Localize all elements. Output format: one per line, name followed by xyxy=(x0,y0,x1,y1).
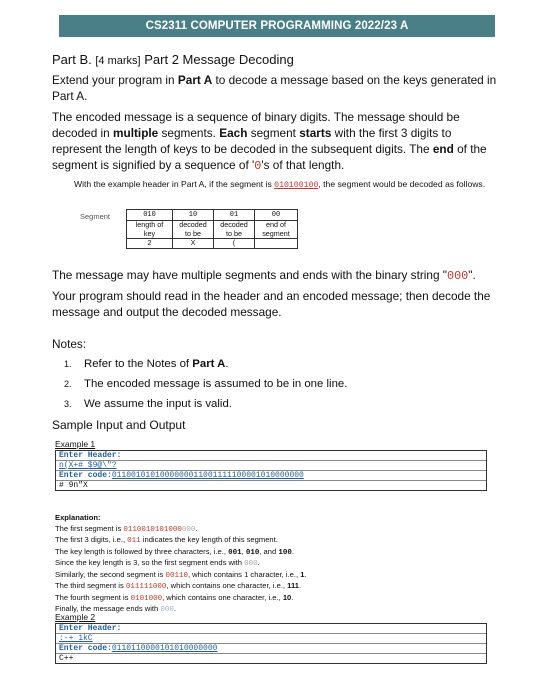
note-bold: Part A xyxy=(192,358,226,370)
course-header-bar xyxy=(59,15,495,37)
code-input-value: 0110010101000000011001111100001010000000 xyxy=(111,471,304,480)
expl-text: . xyxy=(173,604,177,613)
note-item xyxy=(64,378,347,390)
segment-bits-cell: 010 xyxy=(127,210,173,221)
segment-desc-cell xyxy=(127,221,173,239)
expl-code: 000 xyxy=(160,606,174,614)
example-2-console xyxy=(55,623,487,664)
end-note-code: 000 xyxy=(447,269,469,283)
desc-line: decoded xyxy=(220,220,248,229)
part-heading xyxy=(52,52,294,67)
expl-text: . xyxy=(299,581,302,590)
expl-text: Finally, the message ends with xyxy=(55,604,161,613)
expl-text: The first 3 digits, i.e., xyxy=(55,535,128,544)
desc-line: to be xyxy=(185,228,201,238)
expl-value: 1 xyxy=(300,569,305,579)
notes-title: Notes: xyxy=(52,337,87,351)
segment-result-cell: ( xyxy=(214,239,255,249)
example-intro-text: With the example header in Part A, if the segment is xyxy=(74,179,275,189)
part-title: Part 2 Message Decoding xyxy=(144,52,294,67)
desc-text: segment xyxy=(247,126,300,140)
expl-text: , xyxy=(241,546,246,556)
segment-bits-cell: 01 xyxy=(214,210,255,221)
example-intro xyxy=(74,179,494,192)
note-text: We assume the input is valid. xyxy=(84,398,232,410)
code-prompt: Enter code: xyxy=(59,644,112,653)
expl-text: . xyxy=(291,592,294,602)
expl-text: . xyxy=(195,523,198,533)
example-segment-code: 010100100 xyxy=(274,181,319,190)
explanation-line xyxy=(55,593,495,605)
expl-code: 011111000 xyxy=(125,583,167,591)
expl-text: The key length is followed by three characters, i.e., xyxy=(55,546,229,556)
expl-text: , which contains one character, i.e., xyxy=(166,581,288,590)
decoded-output: # 9n"X xyxy=(59,481,88,490)
end-note-paragraph xyxy=(52,267,500,284)
expl-value: 10 xyxy=(282,592,292,602)
sample-title: Sample Input and Output xyxy=(52,418,186,432)
segment-desc-cell xyxy=(214,221,255,239)
expl-text: . xyxy=(304,569,307,579)
desc-bold: multiple xyxy=(113,126,159,140)
desc-bold: Each xyxy=(219,126,248,140)
desc-line: decoded xyxy=(179,220,207,229)
explanation-line xyxy=(55,604,495,616)
example-1-console xyxy=(55,450,487,491)
expl-text: . xyxy=(257,558,260,567)
desc-line: to be xyxy=(226,228,242,238)
expl-text: , and xyxy=(259,546,279,556)
desc-bold: starts xyxy=(299,126,332,140)
desc-text: of the segment is signified by a sequence of ' xyxy=(52,142,487,172)
note-text: Refer to the Notes of xyxy=(84,358,193,370)
intro-bold: Part A xyxy=(177,73,213,87)
example-2-label: Example 2 xyxy=(55,612,96,622)
expl-code: 001 xyxy=(228,548,242,557)
desc-text: The encoded message is a sequence of binary digits. The message should be decoded in xyxy=(52,110,460,140)
example-intro-text-end: , the segment would be decoded as follows. xyxy=(318,179,486,189)
expl-code: 0101000 xyxy=(130,594,163,603)
expl-text: , which contains 1 character, i.e., xyxy=(187,569,301,579)
expl-code: 00110 xyxy=(165,571,188,580)
end-note-text-end: ". xyxy=(468,268,476,282)
expl-text: . xyxy=(291,546,294,556)
segment-bits-cell: 00 xyxy=(255,210,298,221)
note-number: 1. xyxy=(64,359,72,369)
explanation-line xyxy=(55,524,495,536)
code-input-value: 0110110000101010000000 xyxy=(111,644,218,653)
expl-code-gray: 000 xyxy=(244,560,258,568)
program-note-text: Your program should read in the header and an encoded message; then decode the message and output the decoded message. xyxy=(52,289,491,319)
code-prompt: Enter code: xyxy=(59,471,112,480)
desc-line: key xyxy=(143,228,156,238)
expl-code: 010 xyxy=(245,548,260,557)
expl-text: , which contains one character, i.e., xyxy=(162,592,283,602)
note-number: 2. xyxy=(64,379,72,389)
explanation-line xyxy=(55,581,495,593)
expl-code: 100 xyxy=(278,548,292,557)
explanation-title: Explanation: xyxy=(55,513,101,522)
intro-text-end: to decode a message based on the keys generated in Part A. xyxy=(52,73,497,103)
expl-text: The first segment is xyxy=(55,523,124,533)
example-1-label: Example 1 xyxy=(55,439,96,449)
desc-text: with the first 3 digits to represent the length of keys to be decoded in the subsequent digits. The xyxy=(52,126,452,156)
console-row xyxy=(56,634,486,644)
part-marks: [4 marks] xyxy=(95,55,141,67)
note-number: 3. xyxy=(64,399,72,409)
desc-line: segment xyxy=(262,228,290,238)
segment-result-cell: X xyxy=(173,239,214,249)
explanation-block xyxy=(55,513,495,616)
note-text-end: . xyxy=(225,358,229,370)
header-input-value: n(X+# $9@\"? xyxy=(59,461,117,470)
segment-result-cell xyxy=(255,239,298,249)
desc-text: 's of that length. xyxy=(261,158,345,172)
expl-text: The third segment is xyxy=(55,581,126,590)
desc-code: 0 xyxy=(254,159,262,173)
note-item xyxy=(64,358,229,370)
intro-text: Extend your program in xyxy=(52,73,178,87)
console-row xyxy=(56,461,486,471)
console-row xyxy=(56,451,486,461)
segment-bits-cell: 10 xyxy=(173,210,214,221)
segment-result-cell: 2 xyxy=(127,239,173,249)
part-label: Part B. xyxy=(52,52,92,67)
expl-code-gray: 000 xyxy=(181,525,196,534)
end-note-text: The message may have multiple segments and ends with the binary string " xyxy=(52,268,447,282)
course-title: CS2311 COMPUTER PROGRAMMING 2022/23 A xyxy=(145,20,409,32)
header-prompt: Enter Header: xyxy=(59,451,122,460)
explanation-line xyxy=(55,547,495,559)
decoded-output: C++ xyxy=(59,654,74,663)
header-prompt: Enter Header: xyxy=(59,624,122,633)
expl-text: Similarly, the second segment is xyxy=(55,569,166,579)
console-row xyxy=(56,624,486,634)
program-note-paragraph xyxy=(52,288,500,320)
desc-text: segments. xyxy=(158,126,220,140)
console-row xyxy=(56,644,486,654)
note-item xyxy=(64,398,232,410)
expl-value: 111 xyxy=(287,581,299,590)
segment-desc-cell xyxy=(255,221,298,239)
segment-label: Segment xyxy=(80,212,111,221)
explanation-line xyxy=(55,558,495,570)
console-row xyxy=(56,481,486,490)
expl-text: Since the key length is 3, so the first segment ends with xyxy=(55,558,245,567)
console-row xyxy=(56,654,486,663)
segment-desc-cell xyxy=(173,221,214,239)
desc-line: end of xyxy=(266,220,286,229)
explanation-line xyxy=(55,570,495,582)
description-paragraph xyxy=(52,109,500,174)
console-row xyxy=(56,471,486,481)
desc-line: length of xyxy=(135,220,164,229)
expl-code: 0110010101000 xyxy=(123,525,182,534)
intro-paragraph xyxy=(52,72,500,104)
expl-text: The fourth segment is xyxy=(55,592,131,602)
explanation-line xyxy=(55,535,495,547)
expl-code: 011 xyxy=(127,537,141,545)
header-input-value: :-+ 1kC xyxy=(59,634,93,643)
segment-table xyxy=(126,209,298,249)
expl-text: indicates the key length of this segment. xyxy=(140,535,278,544)
desc-bold: end xyxy=(432,142,454,156)
note-text: The encoded message is assumed to be in one line. xyxy=(84,378,348,390)
